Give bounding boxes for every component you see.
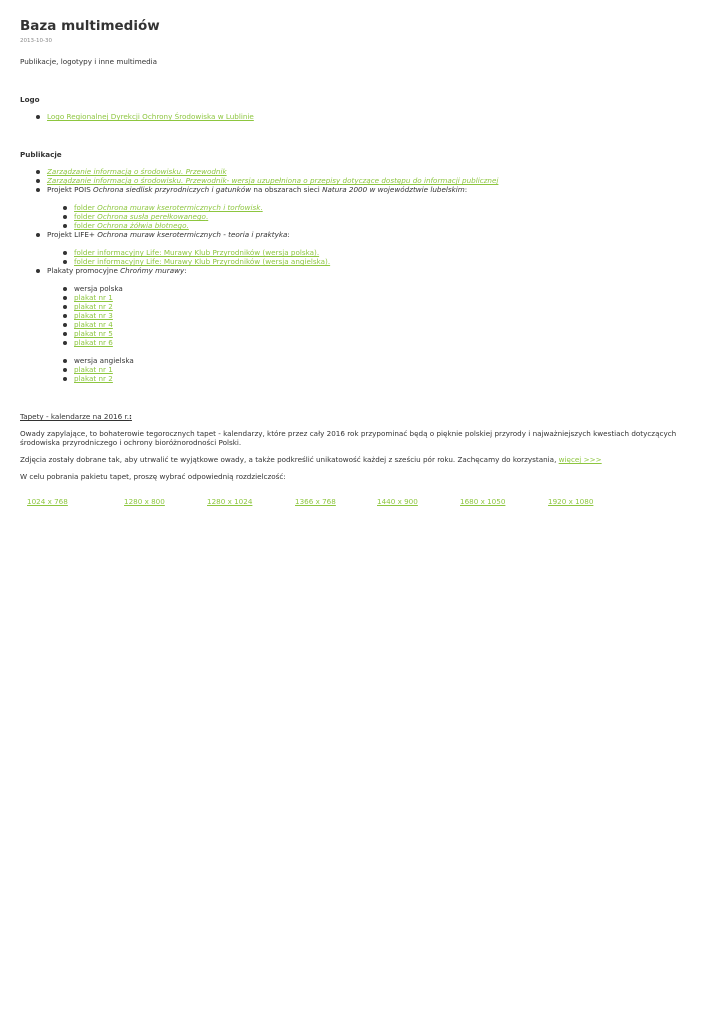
resolution-1280x1024-link[interactable]: 1280 x 1024	[207, 497, 253, 506]
posters-en-list	[47, 356, 705, 383]
poster-pl-1-link[interactable]: plakat nr 1	[74, 293, 113, 302]
poster-pl-6-link[interactable]: plakat nr 6	[74, 338, 113, 347]
resolution-1024x768-link[interactable]: 1024 x 768	[27, 497, 68, 506]
life-folder-pl-link[interactable]: folder informacyjny Life: Murawy Klub Przyrodników (wersja polska).	[74, 248, 320, 257]
logo-rdos-link[interactable]: Logo Regionalnej Dyrekcji Ochrony Środowiska w Lublinie	[47, 112, 254, 121]
bullet-icon	[63, 332, 67, 336]
bullet-icon	[36, 179, 40, 183]
poster-pl-2-link[interactable]: plakat nr 2	[74, 302, 113, 311]
folder-suffix: .	[205, 212, 209, 221]
posters-label: Plakaty promocyjne	[47, 266, 121, 275]
wallpapers-title-suffix: :	[129, 412, 132, 421]
folder-murawy-link[interactable]	[74, 203, 263, 212]
life-title: Ochrona muraw kserotermicznych - teoria i praktyka	[97, 230, 288, 239]
wallpapers-paragraph-2	[20, 455, 705, 464]
folder-prefix: folder	[74, 212, 98, 221]
publications-heading: Publikacje	[20, 150, 62, 159]
content-area	[0, 0, 725, 507]
resolution-1366x768-link[interactable]: 1366 x 768	[295, 497, 336, 506]
pois-title: Ochrona siedlisk przyrodniczych i gatunków	[93, 185, 252, 194]
pois-suffix: :	[464, 185, 468, 194]
list-item	[20, 230, 705, 266]
list-item	[20, 112, 705, 121]
guide-extended-link-text: Zarządzanie informacją o środowisku. Przewodnik- wersja uzupełniona o przepisy dotyczące dostępu do informacji publicznej	[47, 176, 499, 185]
list-item	[47, 293, 705, 302]
posters-pl-label: wersja polska	[74, 284, 123, 293]
bullet-icon	[36, 233, 40, 237]
more-link[interactable]: więcej >>>	[558, 455, 602, 464]
publications-list	[20, 167, 705, 383]
posters-en-label: wersja angielska	[74, 356, 134, 365]
list-item	[47, 284, 705, 293]
bullet-icon	[63, 368, 67, 372]
list-item	[20, 185, 705, 230]
folder-prefix: folder	[74, 221, 98, 230]
pois-folder-list	[47, 203, 705, 230]
bullet-icon	[63, 287, 67, 291]
bullet-icon	[63, 305, 67, 309]
folder-title: Ochrona muraw kserotermicznych i torfowisk	[97, 203, 261, 212]
list-item	[20, 176, 705, 185]
folder-suffix: .	[186, 221, 189, 230]
posters-pl-list	[47, 284, 705, 347]
pois-natura: Natura 2000 w województwie lubelskim	[322, 185, 465, 194]
guide-link-text: Zarządzanie informacją o środowisku. Przewodnik	[47, 167, 227, 176]
poster-pl-3-link[interactable]: plakat nr 3	[74, 311, 113, 320]
guide-link[interactable]	[47, 167, 227, 176]
folder-title: Ochrona susła perełkowanego	[97, 212, 206, 221]
folder-suffix: .	[260, 203, 263, 212]
wallpapers-title-text: Tapety - kalendarze na 2016 r.	[20, 412, 130, 421]
page-title: Baza multimediów	[20, 18, 160, 34]
wallpapers-paragraph-3: W celu pobrania pakietu tapet, proszę wybrać odpowiednią rozdzielczość:	[20, 472, 286, 481]
bullet-icon	[36, 115, 40, 119]
list-item	[20, 167, 705, 176]
pois-middle: na obszarach sieci	[251, 185, 323, 194]
bullet-icon	[36, 170, 40, 174]
list-item	[47, 248, 705, 257]
bullet-icon	[63, 224, 67, 228]
resolution-links	[20, 497, 705, 507]
list-item	[47, 320, 705, 329]
list-item	[47, 329, 705, 338]
poster-pl-4-link[interactable]: plakat nr 4	[74, 320, 113, 329]
bullet-icon	[63, 251, 67, 255]
resolution-1440x900-link[interactable]: 1440 x 900	[377, 497, 418, 506]
wallpapers-paragraph-1: Owady zapylające, to bohaterowie tegorocznych tapet - kalendarzy, które przez cały 2016 rok przypominać będą o pięknie polskiej przyrody i najważniejszych kwestiach dotyczących środowiska przyrodniczego i ochrony bioróżnorodności Polski.	[20, 429, 677, 447]
resolution-1920x1080-link[interactable]: 1920 x 1080	[548, 497, 594, 506]
resolution-1680x1050-link[interactable]: 1680 x 1050	[460, 497, 506, 506]
list-item	[47, 311, 705, 320]
life-folder-en-link[interactable]: folder informacyjny Life: Murawy Klub Przyrodników (wersja angielska).	[74, 257, 331, 266]
bullet-icon	[36, 269, 40, 273]
bullet-icon	[36, 188, 40, 192]
list-item	[47, 302, 705, 311]
pois-label: Projekt POIS	[47, 185, 94, 194]
folder-title: Ochrona żółwia błotnego	[97, 221, 187, 230]
list-item	[47, 356, 705, 365]
wallpapers-paragraph-2-text: Zdjęcia zostały dobrane tak, aby utrwalić te wyjątkowe owady, a także podkreślić unikatowość każdej z sześciu pór roku. Zachęcamy do korzystania,	[20, 455, 559, 464]
list-item	[47, 338, 705, 347]
list-item	[47, 221, 705, 230]
posters-suffix: :	[184, 266, 187, 275]
poster-en-2-link[interactable]: plakat nr 2	[74, 374, 113, 383]
list-item	[47, 212, 705, 221]
list-item	[47, 257, 705, 266]
life-folder-list	[47, 248, 705, 266]
list-item	[47, 374, 705, 383]
bullet-icon	[63, 341, 67, 345]
bullet-icon	[63, 260, 67, 264]
posters-title: Chrońmy murawy	[120, 266, 185, 275]
resolution-1280x800-link[interactable]: 1280 x 800	[124, 497, 165, 506]
bullet-icon	[63, 359, 67, 363]
poster-pl-5-link[interactable]: plakat nr 5	[74, 329, 113, 338]
logo-list	[20, 112, 705, 121]
bullet-icon	[63, 215, 67, 219]
bullet-icon	[63, 296, 67, 300]
list-item	[20, 266, 705, 383]
intro-text: Publikacje, logotypy i inne multimedia	[20, 57, 158, 66]
wallpapers-title[interactable]	[20, 412, 705, 421]
bullet-icon	[63, 323, 67, 327]
guide-extended-link[interactable]	[47, 176, 498, 185]
bullet-icon	[63, 314, 67, 318]
life-label: Projekt LIFE+	[47, 230, 98, 239]
list-item	[47, 203, 705, 212]
life-suffix: :	[287, 230, 290, 239]
folder-susel-link[interactable]	[74, 212, 208, 221]
folder-zolw-link[interactable]	[74, 221, 189, 230]
logo-heading: Logo	[20, 95, 40, 104]
publish-date: 2013-10-30	[20, 38, 52, 44]
list-item	[47, 365, 705, 374]
bullet-icon	[63, 206, 67, 210]
poster-en-1-link[interactable]: plakat nr 1	[74, 365, 113, 374]
bullet-icon	[63, 377, 67, 381]
folder-prefix: folder	[74, 203, 98, 212]
